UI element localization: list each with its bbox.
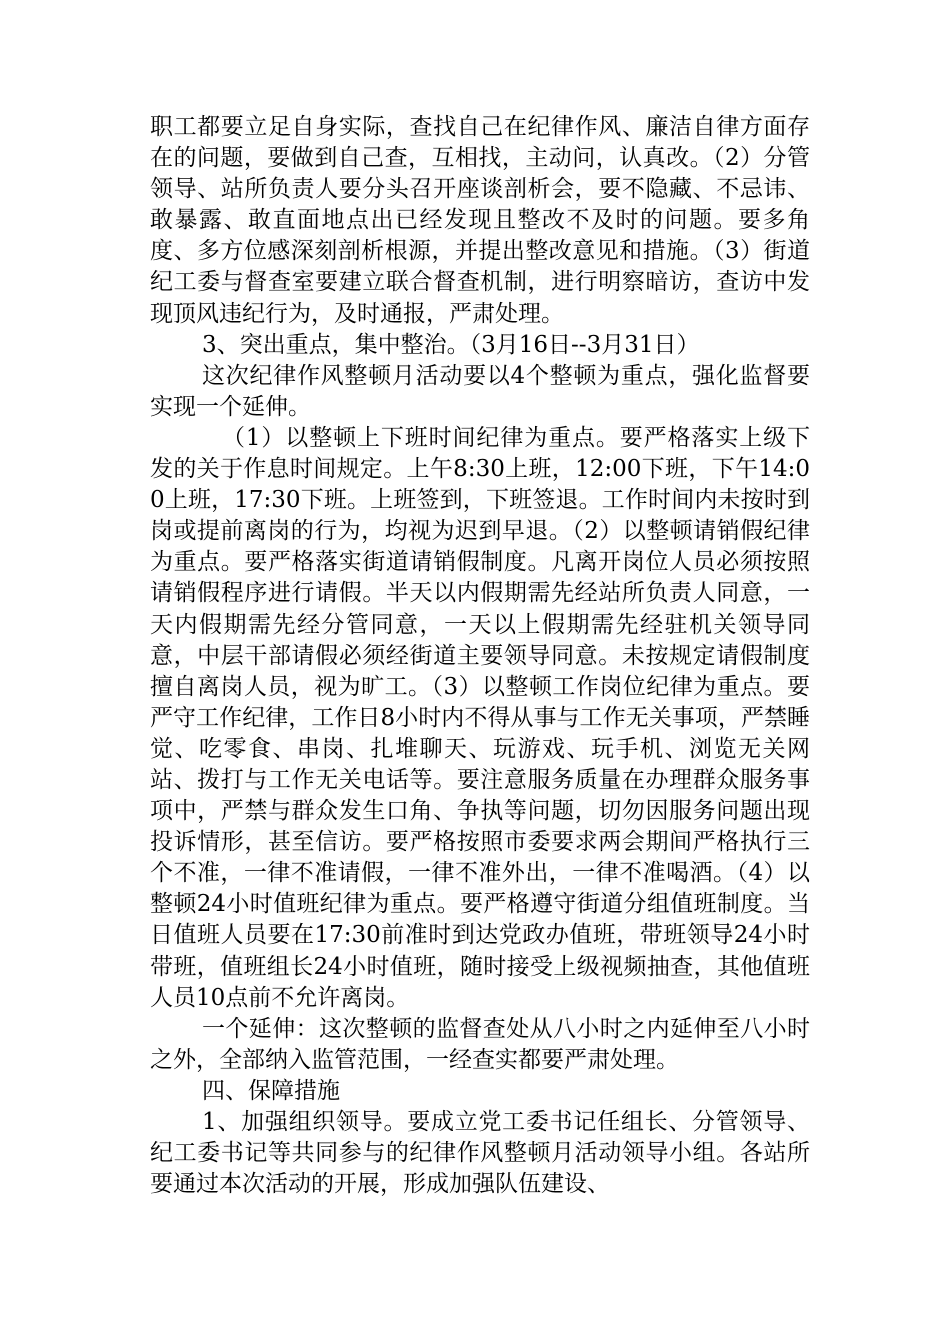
paragraph-four-rectifications: 这次纪律作风整顿月活动要以4个整顿为重点，强化监督要实现一个延伸。 <box>150 362 810 420</box>
section-heading-safeguards: 四、保障措施 <box>202 1077 340 1104</box>
paragraph-extension: 一个延伸：这次整顿的监督查处从八小时之内延伸至八小时之外，全部纳入监管范围，一经查实都要严肃处理。 <box>150 1015 810 1073</box>
paragraph-heading-focus: 3、突出重点，集中整治。（3月16日--3月31日） <box>202 331 700 358</box>
paragraph-self-inspection: 职工都要立足自身实际，查找自己在纪律作风、廉洁自律方面存在的问题，要做到自己查，互相找，主动问，认真改。（2）分管领导、站所负责人要分头召开座谈剖析会，要不隐藏、不忌讳、敢暴露、敢直面地点出已经发现且整改不及时的问题。要多角度、多方位感深刻剖析根源，并提出整改意见和措施。（3）街道纪工委与督查室要建立联合督查机制，进行明察暗访，查访中发现顶风违纪行为，及时通报，严肃处理。 <box>150 114 810 327</box>
paragraph-organization-leadership: 1、加强组织领导。要成立党工委书记任组长、分管领导、纪工委书记等共同参与的纪律作风整顿月活动领导小组。各站所要通过本次活动的开展，形成加强队伍建设、 <box>150 1109 810 1198</box>
paragraph-rectification-details: （1）以整顿上下班时间纪律为重点。要严格落实上级下发的关于作息时间规定。上午8:30上班，12:00下班，下午14:00上班，17:30下班。上班签到，下班签退。工作时间内未按时到岗或提前离岗的行为，均视为迟到早退。（2）以整顿请销假纪律为重点。要严格落实街道请销假制度。凡离开岗位人员必须按照请销假程序进行请假。半天以内假期需先经站所负责人同意，一天内假期需先经分管同意，一天以上假期需先经驻机关领导同意，中层干部请假必须经街道主要领导同意。未按规定请假制度擅自离岗人员，视为旷工。（3）以整顿工作岗位纪律为重点。要严守工作纪律，工作日8小时内不得从事与工作无关事项，严禁睡觉、吃零食、串岗、扎堆聊天、玩游戏、玩手机、浏览无关网站、拨打与工作无关电话等。要注意服务质量在办理群众服务事项中，严禁与群众发生口角、争执等问题，切勿因服务问题出现投诉情形，甚至信访。要严格按照市委要求两会期间严格执行三个不准，一律不准请假，一律不准外出，一律不准喝酒。（4）以整顿24小时值班纪律为重点。要严格遵守街道分组值班制度。当日值班人员要在17:30前准时到达党政办值班，带班领导24小时带班，值班组长24小时值班，随时接受上级视频抽查，其他值班人员10点前不允许离岗。 <box>150 424 810 1011</box>
document-body <box>150 112 810 1200</box>
